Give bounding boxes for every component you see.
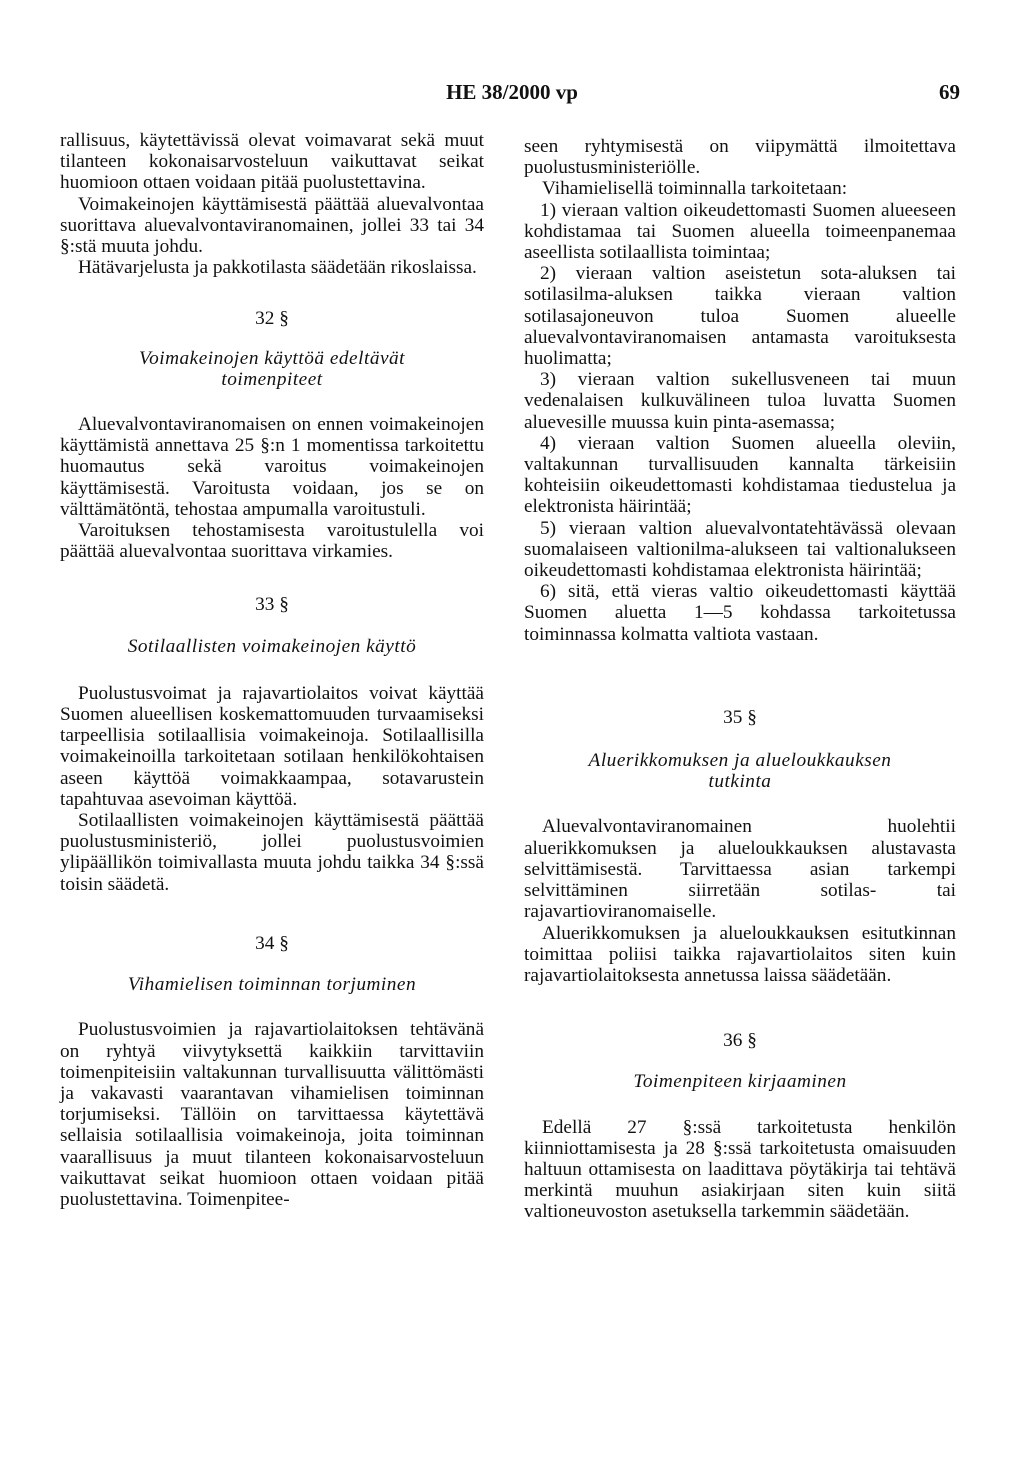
- list-item: 6) sitä, että vieras valtio oikeudettomasti käyttää Suomen aluetta 1—5 kohdassa tarkoitetussa toiminnassa kolmatta valtiota vastaan.: [524, 581, 956, 645]
- list-item: 1) vieraan valtion oikeudettomasti Suomen alueeseen kohdistamaa tai Suomen alueella toimeenpanemaa aseellista sotilaallista toimintaa;: [524, 199, 956, 264]
- paragraph: Hätävarjelusta ja pakkotilasta säädetään rikoslaissa.: [78, 257, 477, 279]
- paragraph: seen ryhtymisestä on viipymättä ilmoitettava puolustusministeriölle.: [524, 136, 956, 179]
- paragraph: Edellä 27 §:ssä tarkoitetusta henkilön kiinniottamisesta ja 28 §:ssä tarkoitetusta omaisuuden haltuun ottamisesta on laadittava pöytäkirja tai tehtävä merkintä muuhun asiakirjaan siten kuin siitä valtioneuvoston asetuksella tarkemmin säädetään.: [524, 1116, 956, 1223]
- section-title-36: Toimenpiteen kirjaaminen: [633, 1071, 847, 1093]
- paragraph: Puolustusvoimien ja rajavartiolaitoksen tehtävänä on ryhtyä viivytyksettä kaikkiin tarvittaviin toimenpiteisiin valtakunnan turvallisuutta välittömästi ja vakavasti vaarantavan vihamielisen toiminnan torjumiseksi. Tällöin on tarvittaessa käytettävä sellaisia sotilaallisia voimakeinoja, joita toiminnan vaarallisuus ja muut tilanteen kokonaisarvosteluun vaikuttavat seikat huomioon ottaen voidaan pitää puolustettavina. Toimenpitee-: [60, 1019, 484, 1210]
- paragraph: Aluevalvontaviranomaisen on ennen voimakeinojen käyttämistä annettava 25 §:n 1 momentissa tarkoitettu huomautus sekä varoitus voimakeinojen käyttämisestä. Varoitusta voidaan, jos se on välttämätöntä, tehostaa ampumalla varoitustuli.: [60, 414, 484, 520]
- right-column: [524, 136, 956, 1223]
- running-head: HE 38/2000 vp: [446, 80, 578, 104]
- left-column: [60, 130, 484, 1210]
- section-number-32: 32 §: [255, 308, 289, 330]
- section-title-35: Aluerikkomuksen ja alueloukkauksen tutkinta: [588, 750, 892, 793]
- section-number-36: 36 §: [723, 1030, 757, 1052]
- list-item: 2) vieraan valtion aseistetun sota-aluksen tai sotilasilma-aluksen taikka vieraan valtion sotilasajoneuvon tuloa Suomen alueelle aluevalvontaviranomaisen antamasta varoituksesta huolimatta;: [524, 263, 956, 370]
- paragraph: Sotilaallisten voimakeinojen käyttämisestä päättää puolustusministeriö, jollei puolustusvoimien ylipäällikön toimivallasta muuta johdu taikka 34 §:ssä toisin säädetä.: [60, 810, 484, 895]
- page-header: [0, 80, 1024, 110]
- list-item: 3) vieraan valtion sukellusveneen tai muun vedenalaisen kulkuvälineen tuloa luvatta Suomen aluevesille muussa kuin pinta-asemassa;: [524, 369, 956, 433]
- paragraph: Aluevalvontaviranomainen huolehtii aluerikkomuksen ja alueloukkauksen alustavasta selvittämisestä. Tarvittaessa asian tarkempi selvittäminen siirretään sotilas- tai rajavartioviranomaiselle.: [524, 816, 956, 923]
- paragraph: Vihamielisellä toiminnalla tarkoitetaan:: [542, 178, 848, 200]
- paragraph: Aluerikkomuksen ja alueloukkauksen esitutkinnan toimittaa poliisi taikka rajavartiolaitos siten kuin rajavartiolaitoksesta annetussa laissa säädetään.: [524, 922, 956, 986]
- page-number: 69: [939, 80, 960, 104]
- paragraph: Voimakeinojen käyttämisestä päättää aluevalvontaa suorittava aluevalvontaviranomainen, jollei 33 tai 34 §:stä muuta johdu.: [60, 193, 484, 258]
- section-number-35: 35 §: [723, 706, 757, 728]
- list-item: 5) vieraan valtion aluevalvontatehtävässä olevaan suomalaiseen valtionilma-alukseen tai valtionalukseen oikeudettomasti kohdistamaa elektronista häirintää;: [524, 517, 956, 582]
- list-item: 4) vieraan valtion Suomen alueella oleviin, valtakunnan turvallisuuden kannalta tärkeisiin kohteisiin oikeudettomasti kohdistamaa tiedustelua ja elektronista häirintää;: [524, 432, 956, 518]
- section-title-34: Vihamielisen toiminnan torjuminen: [127, 974, 417, 996]
- paragraph: Varoituksen tehostamisesta varoitustulella voi päättää aluevalvontaa suorittava virkamies.: [60, 520, 484, 563]
- paragraph: rallisuus, käytettävissä olevat voimavarat sekä muut tilanteen kokonaisarvosteluun vaikuttavat seikat huomioon ottaen voidaan pitää puolustettavina.: [60, 130, 484, 194]
- paragraph: Puolustusvoimat ja rajavartiolaitos voivat käyttää Suomen alueellisen koskemattomuuden turvaamiseksi tarpeellisia sotilaallisia voimakeinoja. Sotilaallisilla voimakeinoilla tarkoitetaan sotilaan henkilökohtaisen aseen käyttöä voimakkaampaa, sotavarustein tapahtuvaa asevoiman käyttöä.: [60, 682, 484, 810]
- section-title-33: Sotilaallisten voimakeinojen käyttö: [127, 635, 417, 657]
- section-number-34: 34 §: [255, 932, 289, 954]
- section-title-32: Voimakeinojen käyttöä edeltävät toimenpiteet: [138, 347, 406, 390]
- section-number-33: 33 §: [255, 594, 289, 616]
